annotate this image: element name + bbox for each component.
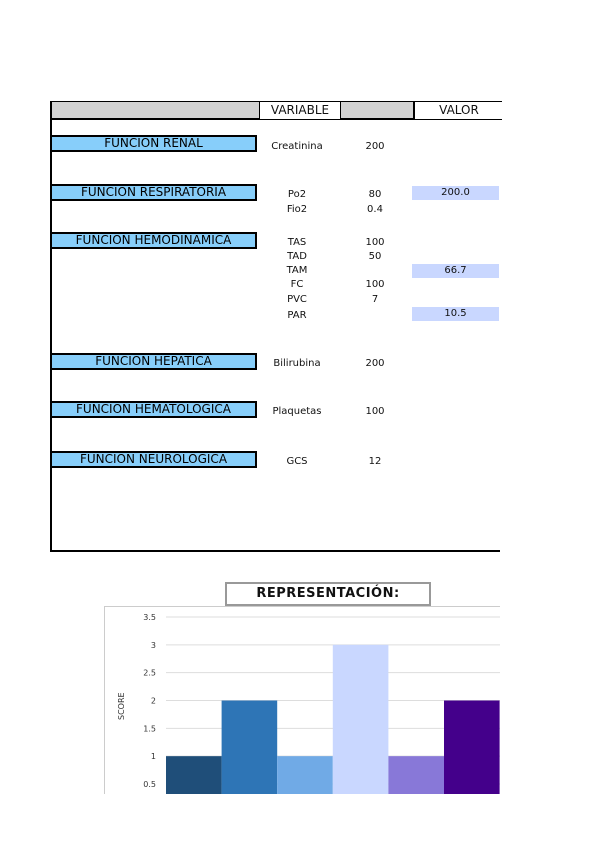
- section-hematologica[interactable]: FUNCION HEMATOLÓGICA: [50, 401, 257, 418]
- var-creatinina: Creatinina: [271, 141, 323, 152]
- section-hepatica[interactable]: FUNCION HEPÁTICA: [50, 353, 257, 370]
- value-tad[interactable]: 50: [368, 251, 382, 262]
- bar-5: [444, 701, 500, 795]
- var-fio2: Fio2: [286, 204, 308, 215]
- y-tick-label: 2: [150, 696, 156, 706]
- score-bar-chart: [104, 606, 500, 794]
- header-valor: VALOR: [414, 102, 503, 119]
- value-plaquetas[interactable]: 100: [365, 406, 385, 417]
- y-tick-label: 0.5: [143, 780, 156, 789]
- var-plaquetas: Plaquetas: [272, 406, 322, 417]
- value-fio2[interactable]: 0.4: [367, 204, 383, 215]
- var-po2: Po2: [287, 189, 307, 200]
- result-tam: 66.7: [412, 264, 499, 278]
- var-pvc: PVC: [287, 294, 307, 305]
- chart-title: REPRESENTACIÓN:: [225, 582, 431, 606]
- section-respiratoria[interactable]: FUNCION RESPIRATORIA: [50, 184, 257, 201]
- result-respiratoria: 200.0: [412, 186, 499, 200]
- value-bilirrubina[interactable]: 200: [365, 358, 385, 369]
- var-tad: TAD: [287, 251, 307, 262]
- y-tick-label: 2.5: [143, 668, 156, 678]
- value-fc[interactable]: 100: [365, 279, 385, 290]
- y-tick-label: 3: [150, 640, 156, 650]
- var-gcs: GCS: [286, 456, 308, 467]
- var-bilirrubina: Bilirubina: [273, 358, 321, 369]
- bar-1: [222, 701, 278, 795]
- var-tam: TAM: [286, 265, 308, 276]
- y-axis-label: SCORE: [117, 692, 126, 720]
- var-par: PAR: [287, 310, 307, 321]
- var-fc: FC: [290, 279, 304, 290]
- result-par: 10.5: [412, 307, 499, 321]
- bar-0: [166, 756, 222, 794]
- header-blank: [341, 102, 414, 119]
- section-hemodinamica[interactable]: FUNCION HEMODINÁMICA: [50, 232, 257, 249]
- value-creatinina[interactable]: 200: [365, 141, 385, 152]
- value-po2[interactable]: 80: [368, 189, 382, 200]
- y-tick-label: 1: [150, 752, 156, 762]
- value-tas[interactable]: 100: [365, 237, 385, 248]
- y-tick-label: 3.5: [143, 613, 156, 622]
- section-renal[interactable]: FUNCION RENAL: [50, 135, 257, 152]
- y-tick-label: 1.5: [143, 724, 156, 734]
- var-tas: TAS: [287, 237, 307, 248]
- spreadsheet-panel: [50, 101, 500, 552]
- value-pvc[interactable]: 7: [371, 294, 379, 305]
- header-variable: VARIABLE: [259, 102, 341, 119]
- bar-2: [277, 756, 333, 794]
- bar-3: [333, 645, 389, 794]
- section-neurologica[interactable]: FUNCION NEUROLÓGICA: [50, 451, 257, 468]
- value-gcs[interactable]: 12: [368, 456, 382, 467]
- bar-4: [388, 756, 444, 794]
- header-row: [52, 101, 502, 120]
